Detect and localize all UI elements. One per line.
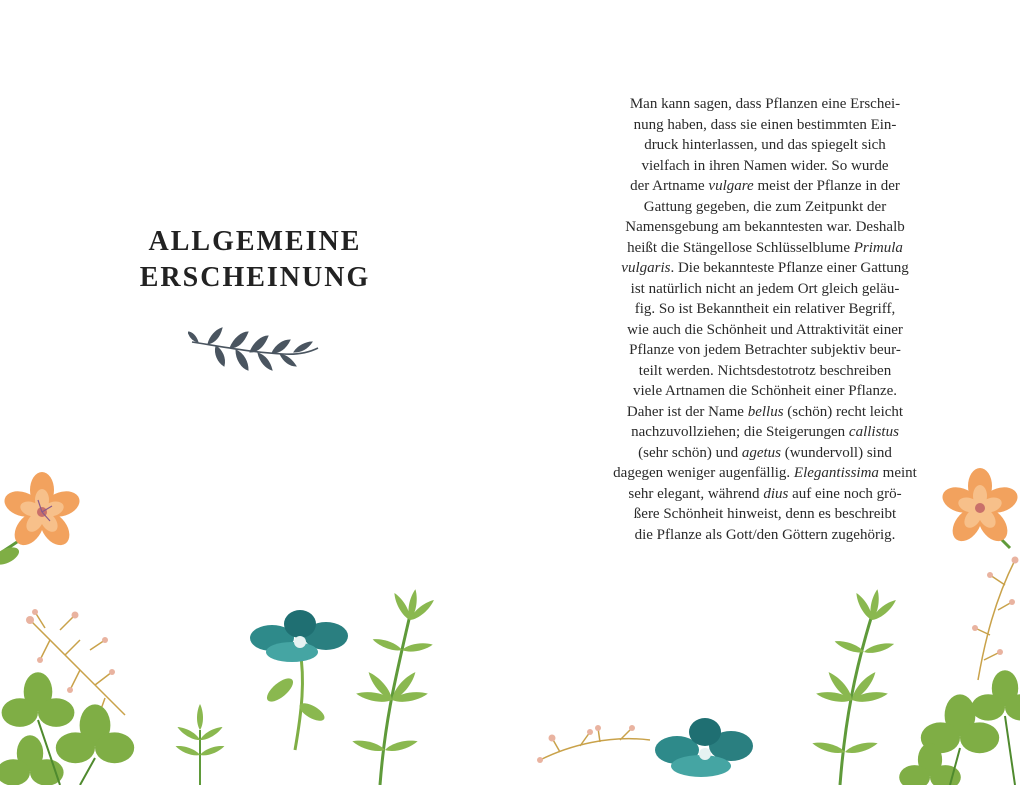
text-run: Man kann sagen, dass Pflanzen eine Erschei- — [629, 96, 901, 112]
text-run: auf eine noch grö- — [788, 485, 902, 502]
latin-term: agetus — [741, 444, 782, 461]
body-line — [595, 279, 935, 300]
text-run: . Die bekannteste Pflanze einer Gattung — [670, 260, 909, 276]
body-line — [595, 258, 935, 279]
body-line — [595, 361, 935, 382]
latin-term: vulgare — [708, 178, 754, 194]
latin-term: callistus — [848, 424, 899, 440]
body-line — [595, 484, 935, 505]
text-run: die Pflanze als Gott/den Göttern zugehörig. — [634, 526, 896, 543]
text-run: meist der Pflanze in der — [753, 178, 900, 194]
text-run: Pflanze von jedem Betrachter subjektiv beur- — [629, 342, 901, 358]
body-line — [595, 504, 935, 525]
text-run: ist natürlich nicht an jedem Ort gleich geläu- — [630, 280, 900, 297]
text-run: Daher ist der Name — [626, 403, 748, 420]
text-run: fig. So ist Bekanntheit ein relativer Begriff, — [634, 301, 896, 317]
latin-term: Primula — [853, 239, 903, 256]
text-run: vielfach in ihren Namen wider. So wurde — [641, 157, 889, 174]
body-line — [595, 422, 935, 443]
text-run: ßere Schönheit hinweist, denn es beschreibt — [633, 506, 897, 522]
body-line — [595, 381, 935, 402]
body-line — [595, 320, 935, 341]
body-line — [595, 115, 935, 136]
chapter-heading — [80, 224, 430, 296]
latin-term: bellus — [747, 403, 784, 420]
text-run: heißt die Stängellose Schlüsselblume — [627, 239, 854, 256]
text-run: (sehr schön) und — [638, 444, 742, 461]
text-run: teilt werden. Nichtsdestotrotz beschreiben — [638, 362, 892, 379]
text-run: Gattung gegeben, die zum Zeitpunkt der — [643, 198, 887, 215]
body-line — [595, 525, 935, 546]
latin-term: Elegantissima — [793, 465, 879, 481]
text-run: dagegen weniger augenfällig. — [613, 465, 794, 481]
body-line — [595, 402, 935, 423]
body-line — [595, 176, 935, 197]
latin-term: vulgaris — [621, 260, 671, 276]
text-run: wie auch die Schönheit und Attraktivität einer — [627, 321, 903, 338]
text-run: viele Artnamen die Schönheit einer Pflanze. — [632, 383, 898, 399]
body-line — [595, 94, 935, 115]
body-line — [595, 197, 935, 218]
latin-term: dius — [763, 485, 789, 502]
text-run: druck hinterlassen, und das spiegelt sich — [644, 137, 886, 153]
sprig-ornament-icon — [188, 322, 322, 376]
chapter-heading-line-2: ERSCHEINUNG — [139, 262, 371, 293]
text-run: nachzuvollziehen; die Steigerungen — [631, 424, 849, 440]
text-run: der Artname — [630, 178, 709, 194]
text-run: (wundervoll) sind — [781, 444, 892, 461]
body-line — [595, 299, 935, 320]
body-line — [595, 340, 935, 361]
text-run: sehr elegant, während — [628, 485, 764, 502]
text-run: (schön) recht leicht — [783, 403, 904, 420]
body-line — [595, 463, 935, 484]
text-run: nung haben, dass sie einen bestimmten Ein- — [633, 116, 897, 133]
text-run: Namensgebung am bekanntesten war. Deshalb — [625, 219, 905, 235]
body-line — [595, 238, 935, 259]
text-run: meint — [878, 465, 917, 481]
chapter-heading-line-1: ALLGEMEINE — [148, 226, 362, 257]
body-line — [595, 443, 935, 464]
body-paragraph — [595, 94, 935, 545]
body-line — [595, 217, 935, 238]
body-line — [595, 156, 935, 177]
body-line — [595, 135, 935, 156]
